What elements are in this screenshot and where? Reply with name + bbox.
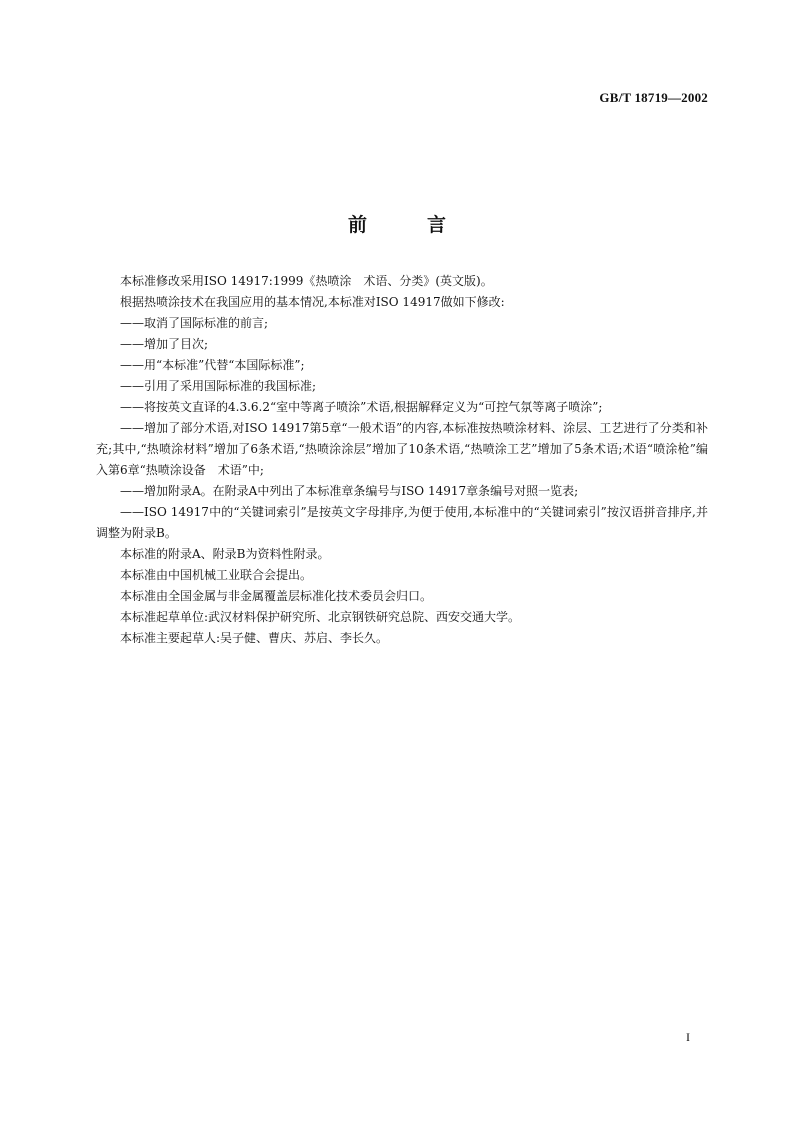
paragraph: 本标准由中国机械工业联合会提出。 — [120, 568, 313, 582]
list-item: ——引用了采用国际标准的我国标准; — [120, 379, 317, 393]
list-item: ——增加了目次; — [120, 337, 209, 351]
standard-code: GB/T 18719—2002 — [599, 90, 708, 105]
paragraph: 本标准起草单位:武汉材料保护研究所、北京钢铁研究总院、西安交通大学。 — [120, 610, 521, 624]
paragraph: 根据热喷涂技术在我国应用的基本情况,本标准对ISO 14917做如下修改: — [120, 295, 505, 309]
list-item: ——取消了国际标准的前言; — [120, 316, 269, 330]
page-title — [0, 210, 794, 237]
paragraph: 本标准的附录A、附录B为资料性附录。 — [120, 547, 330, 561]
paragraph: 本标准由全国金属与非金属覆盖层标准化技术委员会归口。 — [120, 589, 433, 603]
list-item: ——将按英文直译的4.3.6.2“室中等离子喷涂”术语,根据解释定义为“可控气氛等离子喷涂”; — [120, 400, 603, 414]
list-item: ——增加了部分术语,对ISO 14917第5章“一般术语”的内容,本标准按热喷涂材料、涂层、工艺进行了分类和补充;其中,“热喷涂材料”增加了6条术语,“热喷涂涂层”增加了10条术语,“热喷涂工艺”增加了5条术语;术语“喷涂枪”编入第6章“热喷涂设备 术语”中; — [96, 421, 708, 477]
paragraph: 本标准主要起草人:吴子健、曹庆、苏启、李长久。 — [120, 631, 389, 645]
page-title-part-2: 言 — [427, 214, 447, 236]
list-item: ——ISO 14917中的“关键词索引”是按英文字母排序,为便于使用,本标准中的“关键词索引”按汉语拼音排序,并调整为附录B。 — [96, 505, 708, 540]
paragraph: 本标准修改采用ISO 14917:1999《热喷涂 术语、分类》(英文版)。 — [120, 274, 493, 288]
foreword-body — [96, 271, 708, 649]
list-item: ——用“本标准”代替“本国际标准”; — [120, 358, 305, 372]
page-number: I — [686, 1030, 690, 1044]
page-title-part-1: 前 — [347, 214, 367, 236]
list-item: ——增加附录A。在附录A中列出了本标准章条编号与ISO 14917章条编号对照一览表; — [120, 484, 579, 498]
